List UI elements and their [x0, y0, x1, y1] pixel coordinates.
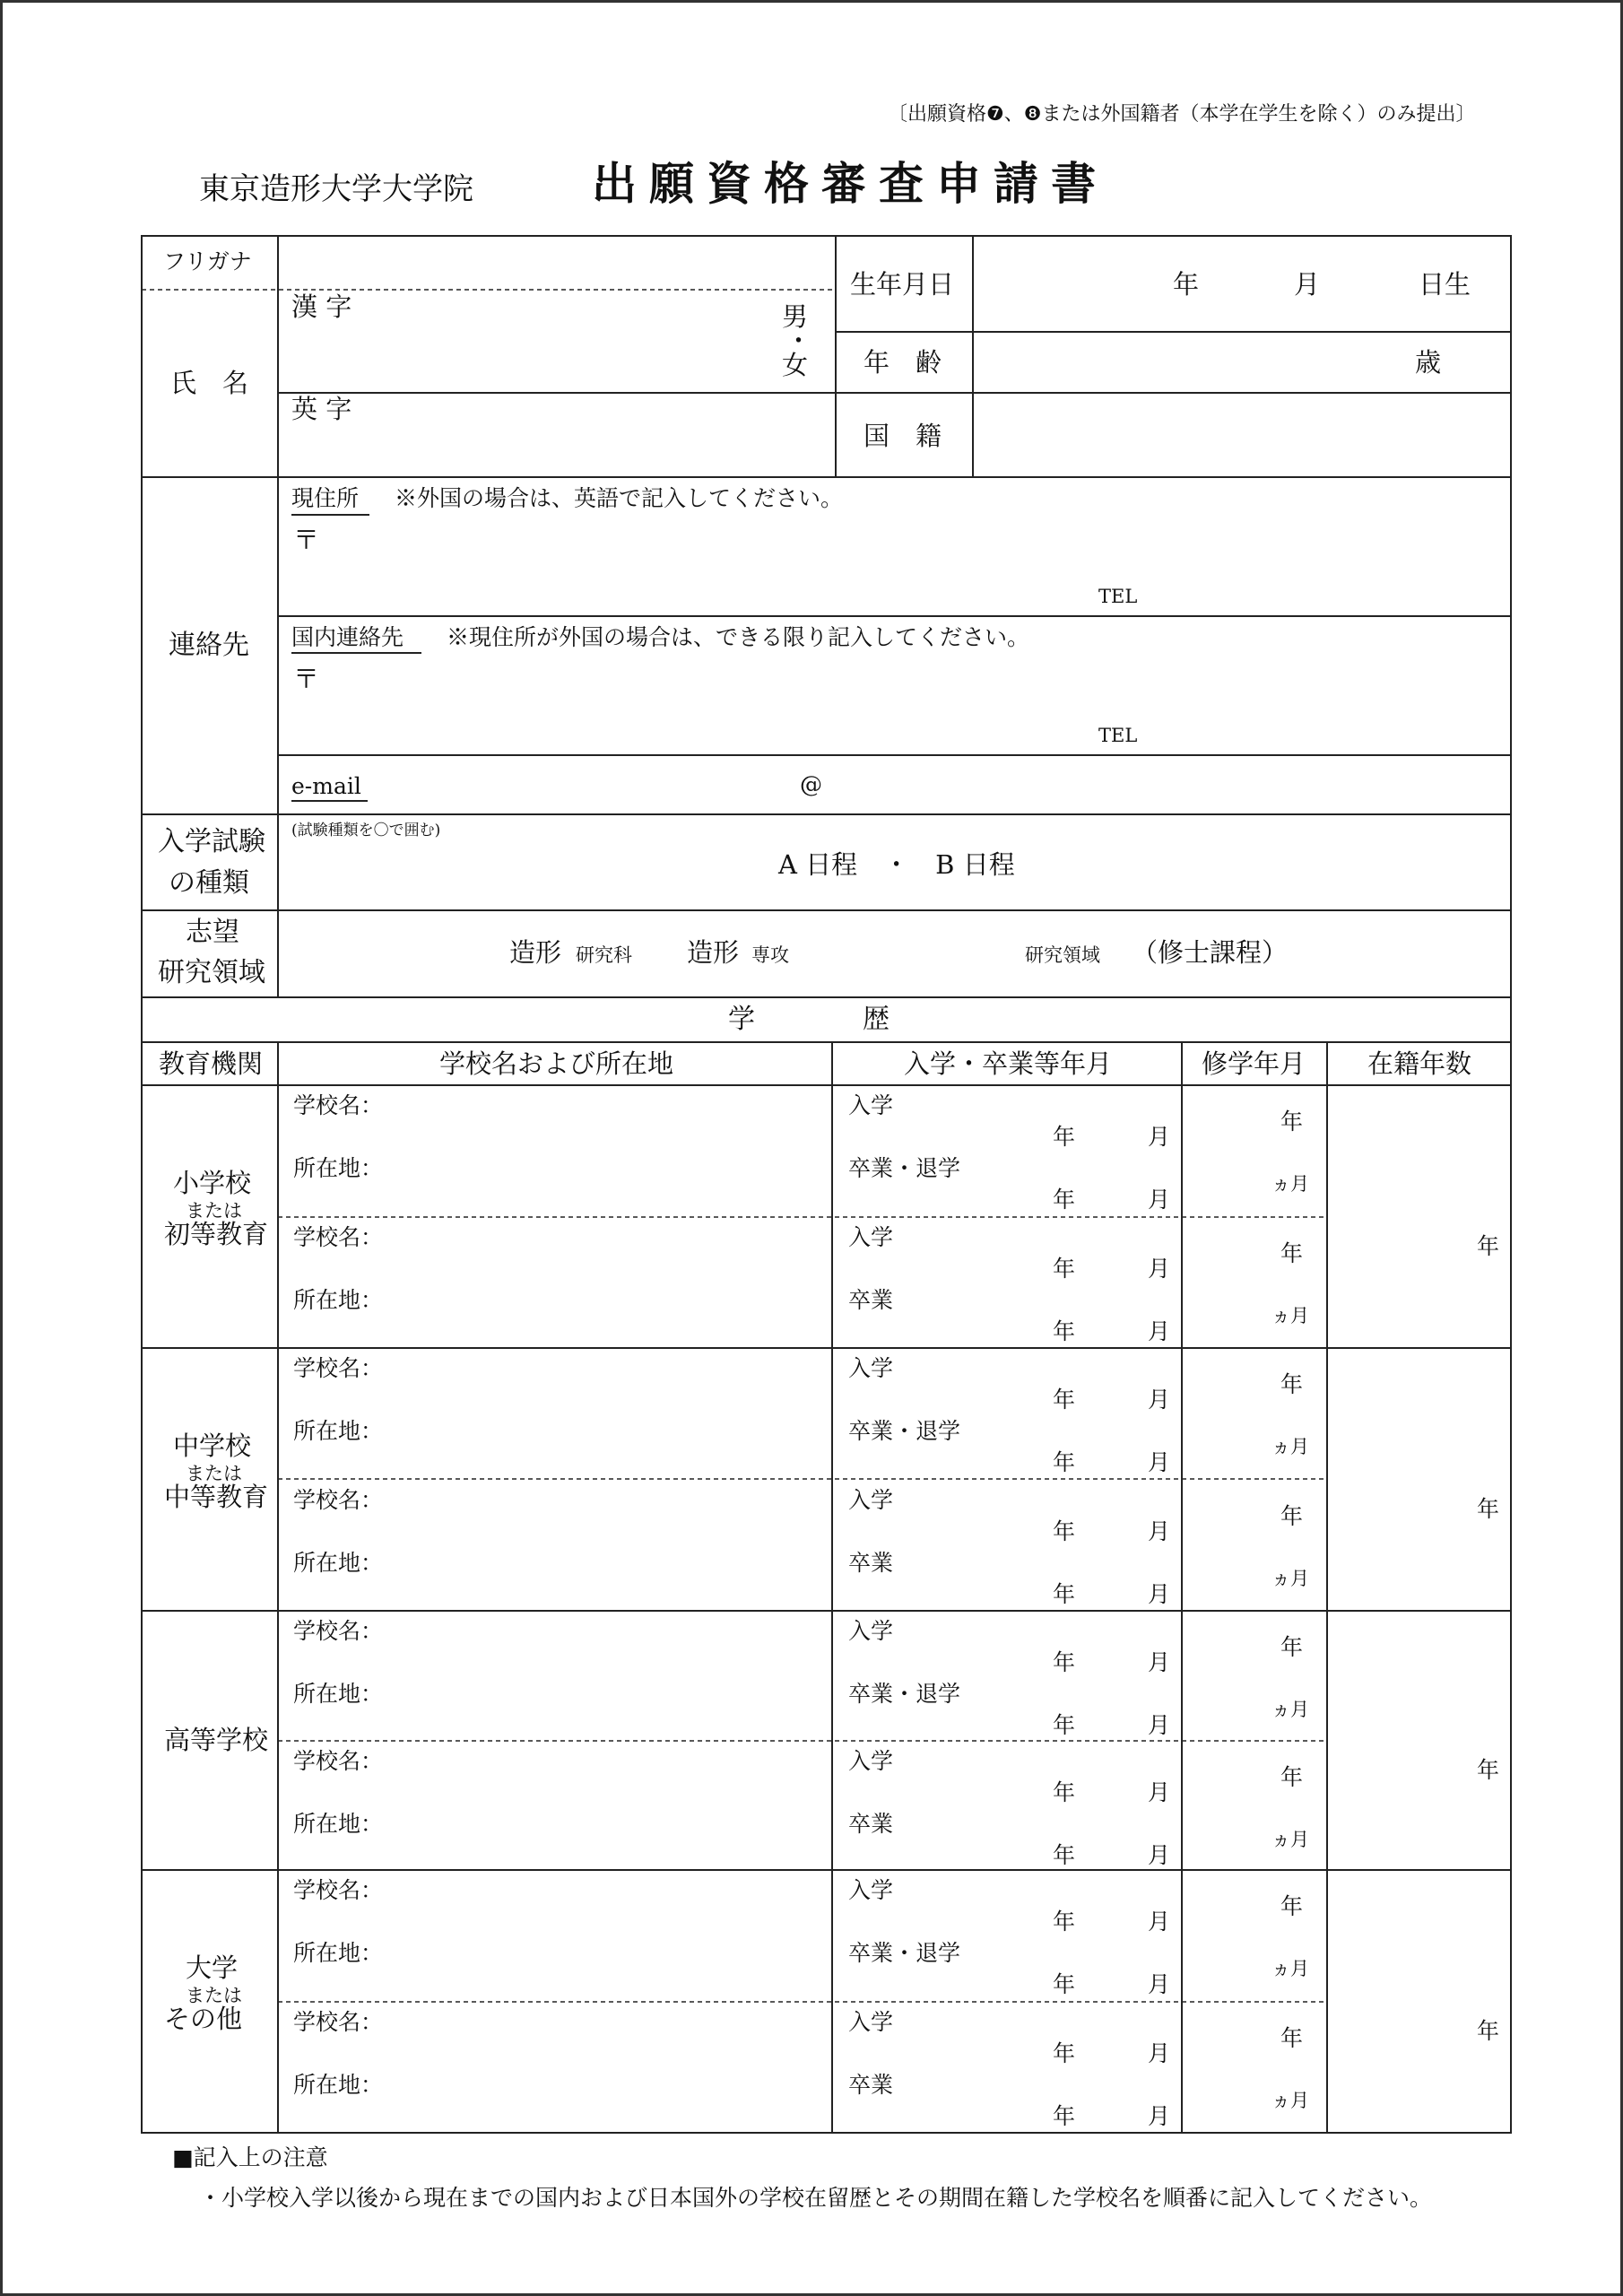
gender-male[interactable]: 男	[782, 301, 809, 332]
enter-year-unit: 年	[1053, 1909, 1076, 1935]
col-study-period: 修学年月	[1202, 1048, 1306, 1079]
study-month-unit: ヵ月	[1271, 1173, 1309, 1195]
form-title: 出願資格審査申請書	[592, 157, 1108, 210]
study-year-unit: 年	[1280, 2024, 1304, 2051]
enter-year-unit: 年	[1053, 1255, 1076, 1282]
enter-year-unit: 年	[1053, 1779, 1076, 1805]
enter-month-unit: 月	[1148, 1387, 1171, 1413]
study-month-unit: ヵ月	[1271, 1699, 1309, 1720]
grad-year-unit: 年	[1053, 1187, 1076, 1213]
graduate-label: 卒業	[848, 1286, 894, 1313]
enter-year-unit: 年	[1053, 1518, 1076, 1544]
enrolled-years-unit: 年	[1477, 1756, 1500, 1783]
birthdate-label: 生年月日	[850, 269, 955, 300]
school-location-label: 所在地：	[293, 1940, 384, 1966]
grad-year-unit: 年	[1053, 1449, 1076, 1475]
school-name-label: 学校名：	[293, 1092, 384, 1118]
domestic-contact-label: 国内連絡先	[291, 624, 404, 650]
graduate-label: 卒業	[848, 1810, 894, 1837]
email-label: e-mail	[291, 773, 361, 799]
study-year-unit: 年	[1280, 1763, 1304, 1790]
age-unit: 歳	[1415, 347, 1442, 378]
enter-label: 入学	[848, 1618, 894, 1644]
submission-note: 〔出願資格❼、❽または外国籍者（本学在学生を除く）のみ提出〕	[888, 103, 1476, 126]
school-name-label: 学校名：	[293, 1223, 384, 1250]
grad-year-unit: 年	[1053, 1580, 1076, 1607]
research-ryoiki: 研究領域	[1025, 944, 1100, 966]
col-dates: 入学・卒業等年月	[904, 1048, 1113, 1079]
institution-alt-label: 中等教育	[164, 1481, 269, 1512]
col-institution: 教育機関	[159, 1048, 264, 1079]
research-zokei-1: 造形	[509, 937, 562, 968]
enrolled-years-unit: 年	[1477, 2017, 1500, 2044]
enrolled-years-unit: 年	[1477, 1232, 1500, 1259]
enrolled-years-unit: 年	[1477, 1495, 1500, 1522]
graduate-or-leave-label: 卒業・退学	[848, 1155, 961, 1181]
grad-month-unit: 月	[1148, 1971, 1171, 1997]
enter-month-unit: 月	[1148, 1124, 1171, 1150]
enter-month-unit: 月	[1148, 2039, 1171, 2066]
col-years-enrolled: 在籍年数	[1367, 1048, 1472, 1079]
enter-label: 入学	[848, 1223, 894, 1250]
research-course: （修士課程）	[1132, 937, 1289, 968]
grad-year-unit: 年	[1053, 1971, 1076, 1997]
graduate-label: 卒業	[848, 1549, 894, 1576]
exam-type-options[interactable]: A 日程 ・ B 日程	[778, 849, 1015, 880]
institution-alt-label: 初等教育	[164, 1218, 269, 1249]
school-name-label: 学校名：	[293, 2008, 384, 2035]
university-name: 東京造形大学大学院	[199, 171, 473, 207]
enter-year-unit: 年	[1053, 1124, 1076, 1150]
grad-month-unit: 月	[1148, 1712, 1171, 1738]
study-year-unit: 年	[1280, 1634, 1304, 1660]
institution-or-label: または	[186, 1462, 242, 1484]
contact-label: 連絡先	[169, 630, 249, 661]
gender-female[interactable]: 女	[782, 350, 809, 380]
enter-label: 入学	[848, 2008, 894, 2035]
school-location-label: 所在地：	[293, 1286, 384, 1313]
gender-separator: ・	[785, 326, 812, 356]
grad-month-unit: 月	[1148, 1187, 1171, 1213]
school-name-label: 学校名：	[293, 1877, 384, 1903]
research-zokei-2: 造形	[687, 937, 740, 968]
school-location-label: 所在地：	[293, 2071, 384, 2098]
study-month-unit: ヵ月	[1271, 1958, 1309, 1979]
birth-year-unit: 年	[1173, 269, 1200, 300]
institution-type-label: 小学校	[173, 1167, 252, 1198]
postal-mark: 〒	[293, 525, 320, 555]
study-year-unit: 年	[1280, 1371, 1304, 1397]
enter-label: 入学	[848, 1747, 894, 1774]
enter-year-unit: 年	[1053, 1387, 1076, 1413]
institution-or-label: または	[186, 1199, 242, 1222]
birth-day-unit: 日生	[1419, 269, 1471, 300]
exam-type-label-1: 入学試験	[158, 826, 265, 857]
study-month-unit: ヵ月	[1271, 1567, 1309, 1589]
birth-month-unit: 月	[1294, 269, 1321, 300]
domestic-contact-note: ※現住所が外国の場合は、できる限り記入してください。	[447, 624, 1030, 650]
notes-heading: ■記入上の注意	[172, 2144, 328, 2170]
grad-month-unit: 月	[1148, 1318, 1171, 1344]
institution-type-label: 高等学校	[164, 1724, 269, 1755]
study-month-unit: ヵ月	[1271, 2089, 1309, 2111]
grad-month-unit: 月	[1148, 2102, 1171, 2129]
research-label-1: 志望	[186, 917, 239, 948]
school-location-label: 所在地：	[293, 1549, 384, 1576]
grad-year-unit: 年	[1053, 1318, 1076, 1344]
graduate-or-leave-label: 卒業・退学	[848, 1418, 961, 1444]
grad-month-unit: 月	[1148, 1449, 1171, 1475]
graduate-label: 卒業	[848, 2071, 894, 2098]
institution-or-label: または	[186, 1984, 242, 2006]
current-address-note: ※外国の場合は、英語で記入してください。	[395, 485, 844, 511]
enter-label: 入学	[848, 1877, 894, 1903]
institution-type-label: 大学	[186, 1952, 239, 1983]
study-year-unit: 年	[1280, 1239, 1304, 1266]
school-location-label: 所在地：	[293, 1155, 384, 1181]
school-location-label: 所在地：	[293, 1810, 384, 1837]
school-name-label: 学校名：	[293, 1355, 384, 1381]
study-month-unit: ヵ月	[1271, 1436, 1309, 1457]
enter-label: 入学	[848, 1092, 894, 1118]
current-address-label: 現住所	[291, 485, 360, 511]
exam-type-label-2: の種類	[169, 867, 249, 899]
research-senko: 専攻	[751, 944, 789, 966]
enter-label: 入学	[848, 1355, 894, 1381]
school-name-label: 学校名：	[293, 1618, 384, 1644]
kanji-label: 漢 字	[291, 291, 352, 322]
institution-alt-label: その他	[164, 2003, 243, 2034]
email-at-mark: @	[800, 771, 822, 797]
nationality-label: 国 籍	[864, 421, 942, 451]
furigana-label: フリガナ	[163, 248, 252, 274]
grad-year-unit: 年	[1053, 2102, 1076, 2129]
name-label: 氏 名	[170, 368, 249, 398]
research-label-2: 研究領域	[158, 957, 265, 988]
postal-mark-domestic: 〒	[293, 664, 320, 694]
school-location-label: 所在地：	[293, 1418, 384, 1444]
eiji-label: 英 字	[291, 394, 352, 424]
graduate-or-leave-label: 卒業・退学	[848, 1681, 961, 1707]
institution-type-label: 中学校	[173, 1430, 252, 1461]
research-kenkyuka: 研究科	[576, 944, 632, 966]
enter-year-unit: 年	[1053, 2039, 1076, 2066]
tel-label-current: TEL	[1098, 586, 1138, 607]
grad-month-unit: 月	[1148, 1580, 1171, 1607]
history-title: 学 歴	[728, 1004, 890, 1035]
enter-year-unit: 年	[1053, 1649, 1076, 1675]
school-name-label: 学校名：	[293, 1747, 384, 1774]
grad-month-unit: 月	[1148, 1841, 1171, 1868]
grad-year-unit: 年	[1053, 1712, 1076, 1738]
enter-month-unit: 月	[1148, 1518, 1171, 1544]
exam-type-hint: (試験種類を〇で囲む)	[291, 822, 441, 839]
col-school: 学校名および所在地	[439, 1048, 674, 1079]
school-name-label: 学校名：	[293, 1486, 384, 1513]
study-year-unit: 年	[1280, 1502, 1304, 1529]
tel-label-domestic: TEL	[1098, 725, 1138, 746]
age-label: 年 齢	[864, 347, 942, 378]
study-year-unit: 年	[1280, 1109, 1304, 1135]
enter-month-unit: 月	[1148, 1255, 1171, 1282]
graduate-or-leave-label: 卒業・退学	[848, 1940, 961, 1966]
notes-item-1: ・小学校入学以後から現在までの国内および日本国外の学校在留歴とその期間在籍した学校名を順番に記入してください。	[199, 2185, 1433, 2211]
school-location-label: 所在地：	[293, 1681, 384, 1707]
enter-month-unit: 月	[1148, 1909, 1171, 1935]
study-month-unit: ヵ月	[1271, 1828, 1309, 1850]
enter-month-unit: 月	[1148, 1779, 1171, 1805]
study-month-unit: ヵ月	[1271, 1304, 1309, 1326]
enter-month-unit: 月	[1148, 1649, 1171, 1675]
study-year-unit: 年	[1280, 1893, 1304, 1919]
grad-year-unit: 年	[1053, 1841, 1076, 1868]
enter-label: 入学	[848, 1486, 894, 1513]
